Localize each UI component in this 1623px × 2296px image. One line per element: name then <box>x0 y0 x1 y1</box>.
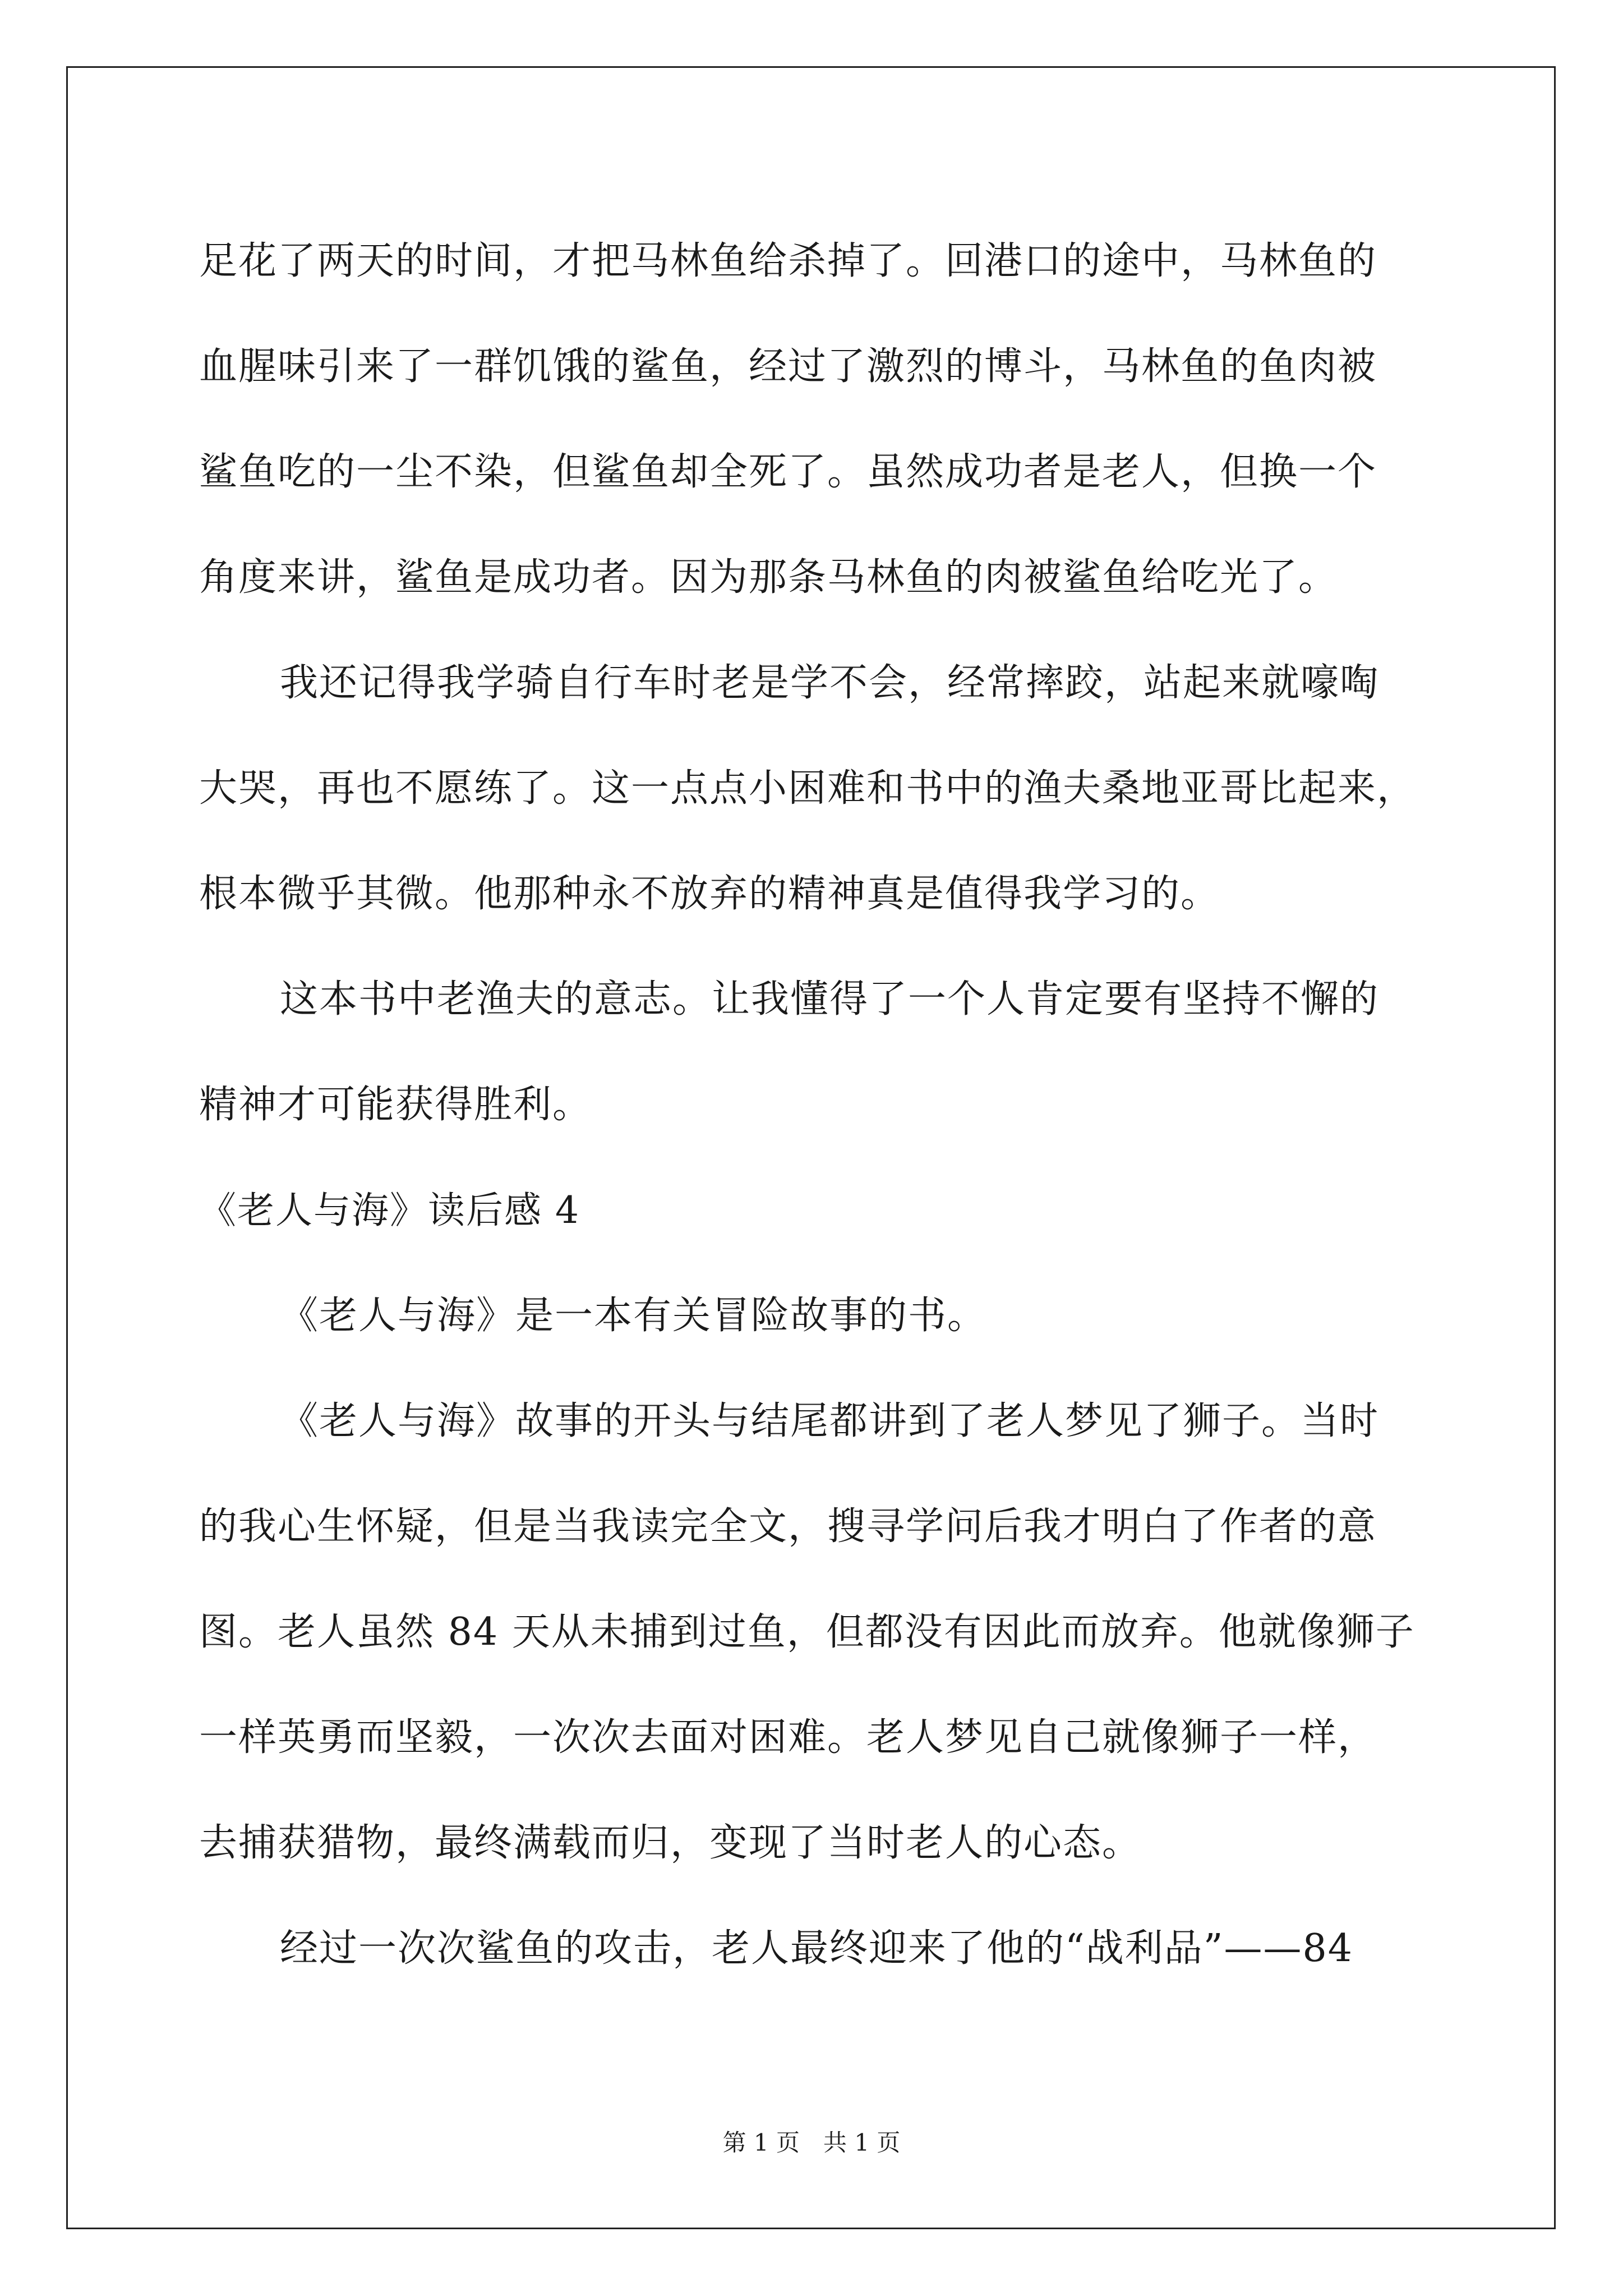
text-line-12: 《老人与海》故事的开头与结尾都讲到了老人梦见了狮子。当时 <box>280 1399 1380 1443</box>
text-line-2: 血腥味引来了一群饥饿的鲨鱼，经过了激烈的博斗，马林鱼的鱼肉被 <box>199 344 1377 389</box>
text-line-6: 大哭，再也不愿练了。这一点点小困难和书中的渔夫桑地亚哥比起来， <box>199 766 1417 811</box>
document-body <box>199 209 1461 2001</box>
text-line-4: 角度来讲，鲨鱼是成功者。因为那条马林鱼的肉被鲨鱼给吃光了。 <box>199 555 1338 600</box>
text-line-15: 一样英勇而坚毅，一次次去面对困难。老人梦见自己就像狮子一样， <box>199 1715 1377 1760</box>
text-line-3: 鲨鱼吃的一尘不染，但鲨鱼却全死了。虽然成功者是老人，但换一个 <box>199 450 1377 494</box>
page-footer: 第 1 页 共 1 页 <box>722 2129 901 2156</box>
text-line-17: 经过一次次鲨鱼的攻击，老人最终迎来了他的“战利品”——84 <box>280 1926 1354 1971</box>
text-line-13: 的我心生怀疑，但是当我读完全文，搜寻学问后我才明白了作者的意 <box>199 1504 1377 1549</box>
text-line-7: 根本微乎其微。他那种永不放弃的精神真是值得我学习的。 <box>199 872 1220 916</box>
text-line-5: 我还记得我学骑自行车时老是学不会，经常摔跤，站起来就嚎啕 <box>280 661 1380 705</box>
section-heading: 《老人与海》读后感 4 <box>199 1189 580 1232</box>
text-line-8: 这本书中老渔夫的意志。让我懂得了一个人肯定要有坚持不懈的 <box>280 977 1380 1022</box>
text-line-14: 图。老人虽然 84 天从未捕到过鱼，但都没有因此而放弃。他就像狮子 <box>199 1610 1415 1654</box>
text-line-9: 精神才可能获得胜利。 <box>199 1083 592 1127</box>
text-line-16: 去捕获猎物，最终满载而归，变现了当时老人的心态。 <box>199 1821 1142 1865</box>
text-line-11: 《老人与海》是一本有关冒险故事的书。 <box>280 1294 987 1338</box>
text-line-1: 足花了两天的时间，才把马林鱼给杀掉了。回港口的途中，马林鱼的 <box>199 239 1377 283</box>
